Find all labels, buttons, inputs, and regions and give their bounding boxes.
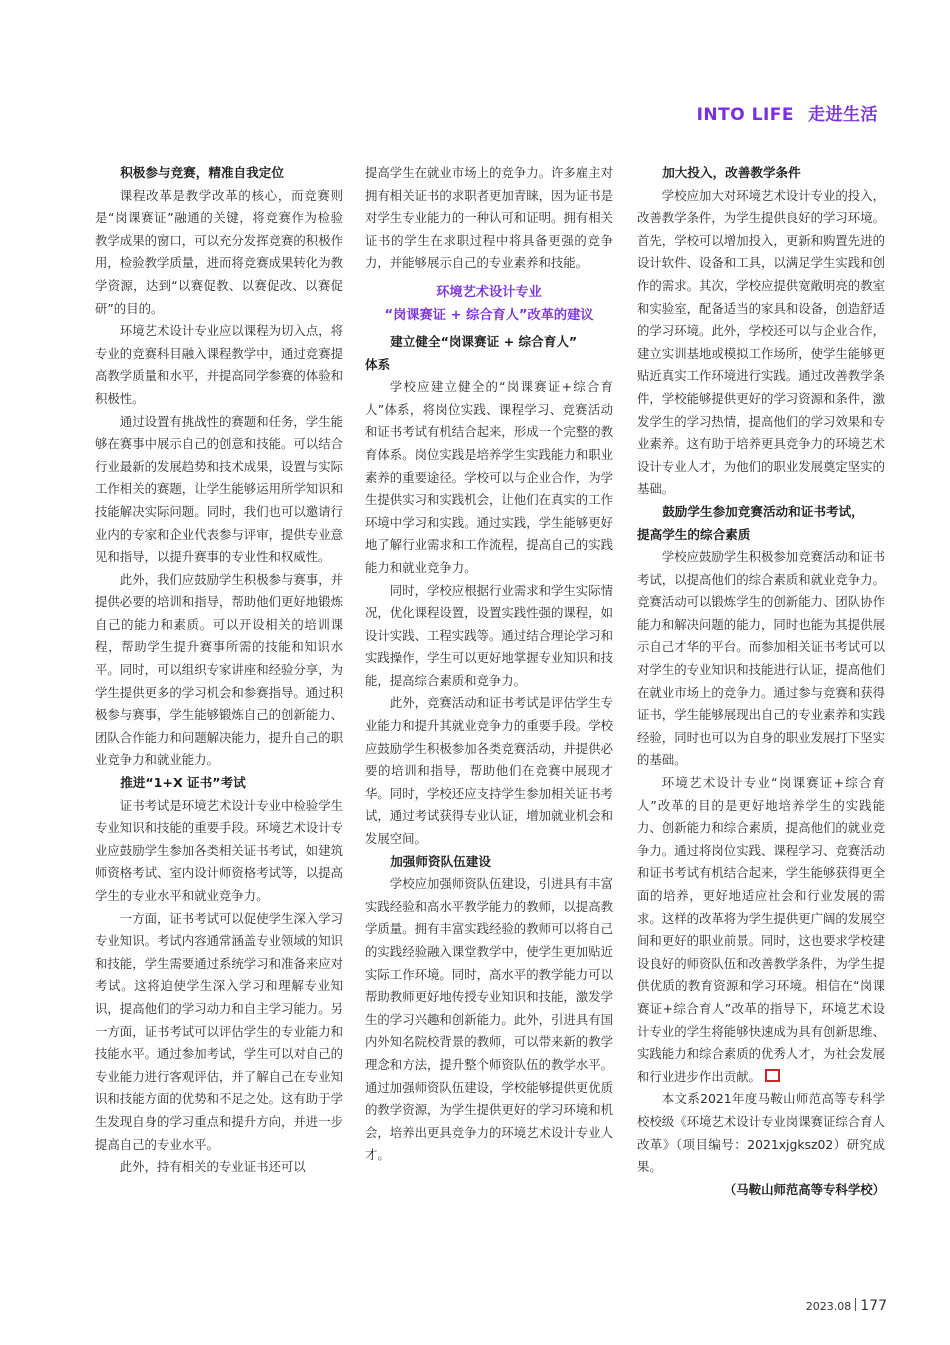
paragraph-text: 环境艺术设计专业“岗课赛证+综合育人”改革的目的是更好地培养学生的实践能力、创新能力和综合素质，提高他们的就业竞争力。通过将岗位实践、课程学习、竞赛活动和证书考试有机结合起来，学生能够获得更全面的培养，更好地适应社会和行业发展的需求。这样的改革将为学生提供更广阔的发展空间和更好的职业前景。同时，这也要求学校建设良好的师资队伍和改善教学条件，为学生提供优质的教育资源和学习环境。相信在“岗课赛证+综合育人”改革的指导下，环境艺术设计专业的学生将能够快速成为具有创新思维、实践能力和综合素质的优秀人才，为社会发展和行业进步作出贡献。 [637, 775, 885, 1084]
column-2 [365, 162, 613, 1167]
section-title-line1: 环境艺术设计专业 [436, 284, 542, 300]
funding-note: 本文系2021年度马鞍山师范高等专科学校校级《环境艺术设计专业岗课赛证综合育人改革》（项目编号：2021xjgksz02）研究成果。 [637, 1091, 885, 1175]
paragraph: 一方面，证书考试可以促使学生深入学习专业知识。考试内容通常涵盖专业领域的知识和技能，学生需要通过系统学习和准备来应对考试。这将迫使学生深入学习和理解专业知识，提高他们的学习动力和自主学习能力。另一方面，证书考试可以评估学生的专业能力和技能水平。通过参加考试，学生可以对自己的专业能力进行客观评估，并了解自己在专业知识和技能方面的优势和不足之处。这有助于学生发现自身的学习重点和提升方向，并进一步提高自己的专业水平。 [95, 910, 343, 1152]
paragraph: 环境艺术设计专业应以课程为切入点，将专业的竞赛科目融入课程教学中，通过竞赛提高教学质量和水平，并提高同学参赛的体验和积极性。 [95, 323, 343, 406]
paragraph: 学校应加大对环境艺术设计专业的投入，改善教学条件，为学生提供良好的学习环境。首先，学校可以增加投入，更新和购置先进的设计软件、设备和工具，以满足学生实践和创作的需求。其次，学校应提供宽敞明亮的教室和实验室，配备适当的家具和设备，创造舒适的学习环境。此外，学校还可以与企业合作，建立实训基地或模拟工作场所，使学生能够更贴近真实工作环境进行实践。通过改善教学条件，学校能够提供更好的学习资源和条件，激发学生的学习热情，提高他们的学习效果和专业素养。这有助于培养更具竞争力的环境艺术设计专业人才，为他们的职业发展奠定坚实的基础。 [637, 187, 885, 497]
paragraph: 此外，竞赛活动和证书考试是评估学生专业能力和提升其就业竞争力的重要手段。学校应鼓励学生积极参加各类竞赛活动，并提供必要的培训和指导，帮助他们在竞赛中展现才华。同时，学校还应支持学生参加相关证书考试，通过考试获得专业认证，增加就业机会和发展空间。 [365, 695, 613, 847]
subheading: 鼓励学生参加竞赛活动和证书考试， [662, 503, 864, 519]
paragraph: 学校应加强师资队伍建设，引进具有丰富实践经验和高水平教学能力的教师，以提高教学质量。拥有丰富实践经验的教师可以将自己的实践经验融入课堂教学中，使学生更加贴近实际工作环境。同时，高水平的教学能力可以帮助教师更好地传授专业知识和技能，激发学生的学习兴趣和创新能力。此外，引进具有国内外知名院校背景的教师，可以带来新的教学理念和方法，提升整个师资队伍的教学水平。通过加强师资队伍建设，学校能够提供更优质的教学资源，为学生提供更好的学习环境和机会，培养出更具竞争力的环境艺术设计专业人才。 [365, 876, 613, 1163]
subheading-continued: 体系 [365, 356, 391, 372]
section-header [697, 100, 878, 125]
column-1 [95, 162, 343, 1179]
paragraph: 学校应鼓励学生积极参加竞赛活动和证书考试，以提高他们的综合素质和就业竞争力。竞赛活动可以锻炼学生的创新能力、团队协作能力和解决问题的能力，同时也能为其提供展示自己才华的平台。而参加相关证书考试可以对学生的专业知识和技能进行认证，提高他们在就业市场上的竞争力。通过参与竞赛和获得证书，学生能够展现出自己的专业素养和实践经验，同时也可以为自身的职业发展打下坚实的基础。 [637, 549, 885, 768]
paragraph: 证书考试是环境艺术设计专业中检验学生专业知识和技能的重要手段。环境艺术设计专业应鼓励学生参加各类相关证书考试，如建筑师资格考试、室内设计师资格考试等，以提高学生的专业水平和就业竞争力。 [95, 797, 343, 903]
subheading: 加强师资队伍建设 [390, 853, 491, 869]
paragraph: 提高学生在就业市场上的竞争力。许多雇主对拥有相关证书的求职者更加青睐，因为证书是对学生专业能力的一种认可和证明。拥有相关证书的学生在求职过程中将具备更强的竞争力，并能够展示自己的专业素养和技能。 [365, 165, 613, 271]
section-title-line2: “岗课赛证 + 综合育人”改革的建议 [384, 307, 594, 323]
author-affiliation: （马鞍山师范高等专科学校） [723, 1181, 885, 1197]
end-mark-icon [765, 1069, 780, 1082]
paragraph: 通过设置有挑战性的赛题和任务，学生能够在赛事中展示自己的创意和技能。可以结合行业最新的发展趋势和技术成果，设置与实际工作相关的赛题，让学生能够运用所学知识和技能解决实际问题。同时，我们也可以邀请行业内的专家和企业代表参与评审，提供专业意见和指导，以提升赛事的专业性和权威性。 [95, 413, 343, 565]
paragraph [637, 772, 885, 1088]
footer-divider [855, 1298, 856, 1311]
subheading: 建立健全“岗课赛证 + 综合育人” [390, 333, 578, 349]
subheading-continued: 提高学生的综合素质 [637, 526, 751, 542]
issue-date: 2023.08 [805, 1300, 852, 1313]
column-3 [637, 162, 885, 1201]
subheading: 加大投入，改善教学条件 [662, 165, 801, 180]
paragraph: 学校应建立健全的“岗课赛证+综合育人”体系，将岗位实践、课程学习、竞赛活动和证书考试有机结合起来，形成一个完整的教育体系。岗位实践是培养学生实践能力和职业素养的重要途径。学校可以与企业合作，为学生提供实习和实践机会，让他们在真实的工作环境中学习和实践。通过实践，学生能够更好地了解行业需求和工作流程，提高自己的实践能力和就业竞争力。 [365, 379, 613, 575]
paragraph: 此外，持有相关的专业证书还可以 [119, 1159, 306, 1175]
subheading: 积极参与竞赛，精准自我定位 [120, 165, 284, 180]
section-title [365, 281, 613, 327]
paragraph: 此外，我们应鼓励学生积极参与赛事，并提供必要的培训和指导，帮助他们更好地锻炼自己的能力和素质。可以开设相关的培训课程，帮助学生提升赛事所需的技能和知识水平。同时，可以组织专家讲座和经验分享，为学生提供更多的学习机会和参赛指导。通过积极参与赛事，学生能够锻炼自己的创新能力、团队合作能力和问题解决能力，提升自己的职业竞争力和就业能力。 [95, 571, 343, 768]
section-title-cn: 走进生活 [808, 105, 878, 125]
paragraph: 课程改革是教学改革的核心，而竞赛则是“岗课赛证”融通的关键，将竞赛作为检验教学成果的窗口，可以充分发挥竞赛的积极作用，检验教学质量，进而将竞赛成果转化为教学资源，达到“以赛促教、以赛促改、以赛促研”的目的。 [95, 187, 343, 316]
section-title-en: INTO LIFE [696, 105, 794, 125]
paragraph: 同时，学校应根据行业需求和学生实际情况，优化课程设置，设置实践性强的课程，如设计实践、工程实践等。通过结合理论学习和实践操作，学生可以更好地掌握专业知识和技能，提高综合素质和竞争力。 [365, 582, 613, 688]
subheading: 推进“1+X 证书”考试 [120, 775, 246, 791]
page-footer [806, 1295, 887, 1314]
page-number: 177 [860, 1298, 887, 1314]
